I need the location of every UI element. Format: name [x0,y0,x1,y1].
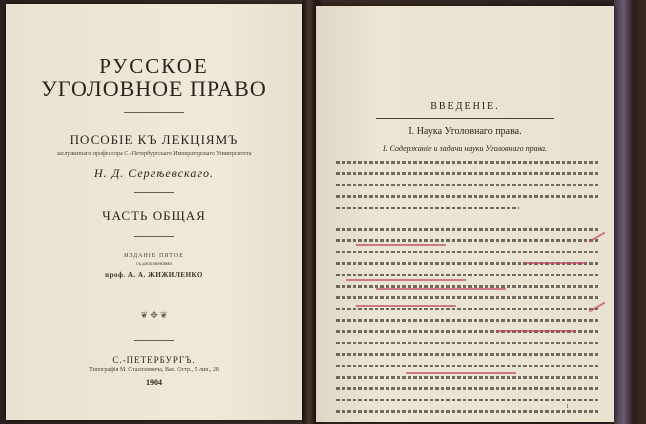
title-page [6,4,302,420]
chapter-heading: ВВЕДЕНІЕ. [430,101,500,112]
subsection-heading: I. Содержаніе и задачи науки Уголовнаго права. [382,144,548,153]
subtitle: ПОСОБІЕ КЪ ЛЕКЦІЯМЪ [69,132,239,147]
divider [134,340,174,341]
book-cover-edge [614,0,646,424]
heading-rule [376,118,554,119]
pencil-underline [346,279,466,281]
title-line-1: РУССКОЕ [99,54,209,78]
city: С.-ПЕТЕРБУРГЪ. [112,355,196,365]
book-spine [302,0,316,424]
author-affiliation: заслуженнаго профессора С.-Петербургскаго Императорскаго Университета [56,151,252,157]
pencil-underline [356,244,446,246]
page-number: 1 [566,404,569,410]
part-title: ЧАСТЬ ОБЩАЯ [102,208,206,223]
pencil-underline [356,305,456,307]
pencil-underline [406,372,516,374]
body-text [336,158,598,422]
divider [124,112,184,113]
pencil-underline [526,262,586,264]
pencil-underline [376,288,506,290]
edition-note: съ дополненіями [136,262,172,267]
edition: ИЗДАНІЕ ПЯТОЕ [124,253,184,259]
editor: проф. А. А. ЖИЖИЛЕНКО [105,271,203,279]
year: 1904 [146,378,162,387]
pencil-underline [496,330,576,332]
title-line-2: УГОЛОВНОЕ ПРАВО [41,76,267,101]
introduction-page [316,6,614,422]
ornament-icon: ❦ ✥ ❦ [140,310,168,320]
divider [134,236,174,237]
printer: Типографія М. Стасюлевича, Вас. Остр., 5 лин., 28 [89,367,219,373]
divider [134,192,174,193]
author-name: Н. Д. Сергѣевскаго. [93,166,215,180]
section-heading: I. Наука Уголовнаго права. [408,126,522,137]
